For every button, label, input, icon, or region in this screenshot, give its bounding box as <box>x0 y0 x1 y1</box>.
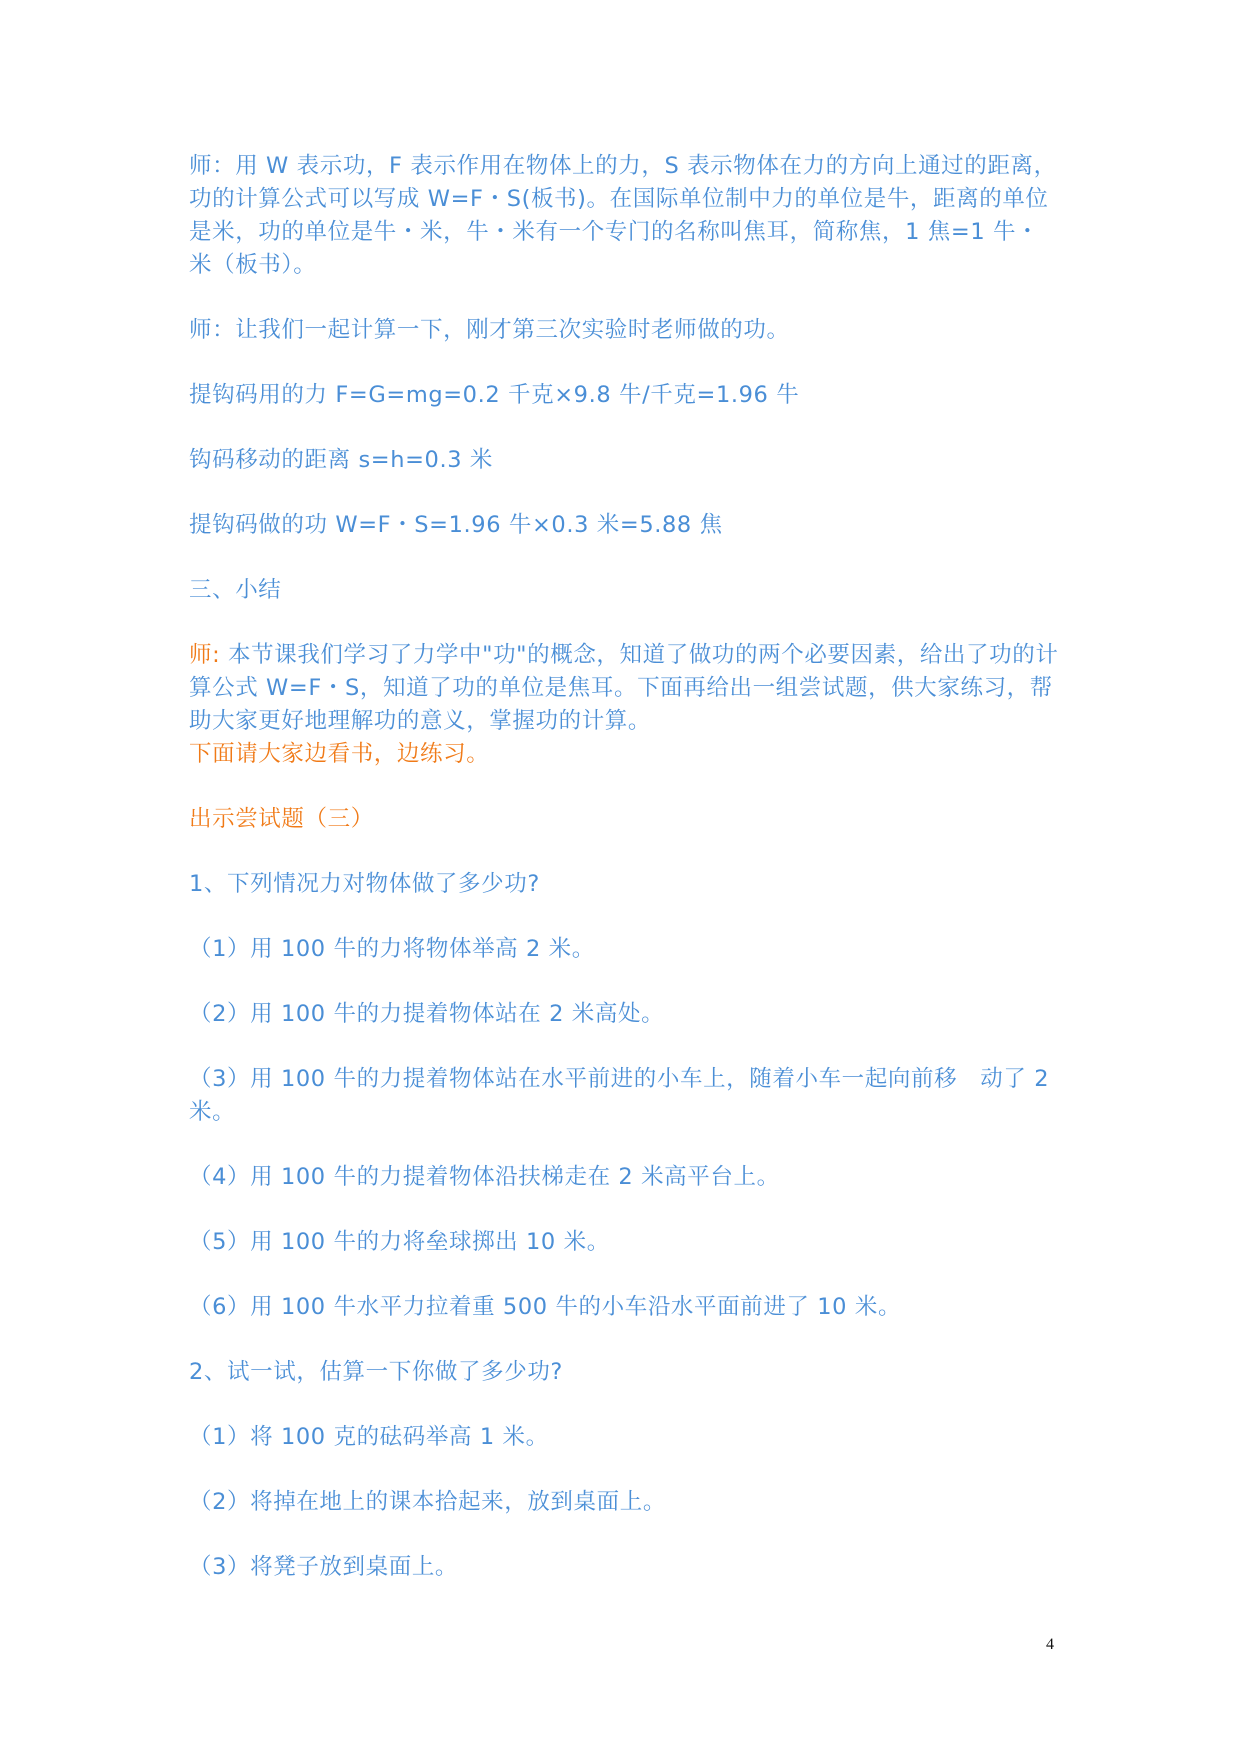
paragraph-calc-force: 提钩码用的力 F=G=mg=0.2 千克×9.8 牛/千克=1.96 牛 <box>189 382 800 408</box>
paragraph-calc-distance: 钩码移动的距离 s=h=0.3 米 <box>189 447 493 473</box>
question-2-item: （3）将凳子放到桌面上。 <box>189 1554 459 1580</box>
question-1-item: （5）用 100 牛的力将垒球掷出 10 米。 <box>189 1229 610 1255</box>
question-1-item: （4）用 100 牛的力提着物体沿扶梯走在 2 米高平台上。 <box>189 1164 780 1190</box>
question-2-item: （1）将 100 克的砝码举高 1 米。 <box>189 1424 549 1450</box>
summary-instruction: 下面请大家边看书，边练习。 <box>189 741 490 767</box>
question-2-title: 2、试一试，估算一下你做了多少功? <box>189 1359 563 1385</box>
section-summary-heading: 三、小结 <box>189 577 282 603</box>
paragraph-calc-intro: 师：让我们一起计算一下，刚才第三次实验时老师做的功。 <box>189 317 790 343</box>
page-number: 4 <box>1046 1636 1054 1653</box>
question-1-item: （3）用 100 牛的力提着物体站在水平前进的小车上，随着小车一起向前移 动了 2 米。 <box>189 1066 1050 1125</box>
summary-text: 本节课我们学习了力学中"功"的概念，知道了做功的两个必要因素，给出了功的计算公式 W=F・S，知道了功的单位是焦耳。下面再给出一组尝试题，供大家练习，帮助大家更好地理解功的意义，掌握功的计算。 <box>189 642 1059 734</box>
paragraph-calc-work: 提钩码做的功 W=F・S=1.96 牛×0.3 米=5.88 焦 <box>189 512 723 538</box>
question-1-item: （6）用 100 牛水平力拉着重 500 牛的小车沿水平面前进了 10 米。 <box>189 1294 902 1320</box>
question-1-item: （2）用 100 牛的力提着物体站在 2 米高处。 <box>189 1001 665 1027</box>
paragraph-summary <box>189 639 1059 738</box>
question-2-item: （2）将掉在地上的课本拾起来，放到桌面上。 <box>189 1489 666 1515</box>
paragraph-work-definition: 师：用 W 表示功，F 表示作用在物体上的力，S 表示物体在力的方向上通过的距离，功的计算公式可以写成 W=F・S(板书)。在国际单位制中力的单位是牛，距离的单位是米，功的单位是牛・米，牛・米有一个专门的名称叫焦耳，简称焦，1 焦=1 牛・米（板书）。 <box>189 153 1057 278</box>
question-1-item: （1）用 100 牛的力将物体举高 2 米。 <box>189 936 595 962</box>
question-1-title: 1、下列情况力对物体做了多少功? <box>189 871 540 897</box>
summary-speaker-label: 师: <box>189 642 221 668</box>
exercise-heading: 出示尝试题（三） <box>189 806 374 832</box>
document-body <box>189 150 1059 1584</box>
